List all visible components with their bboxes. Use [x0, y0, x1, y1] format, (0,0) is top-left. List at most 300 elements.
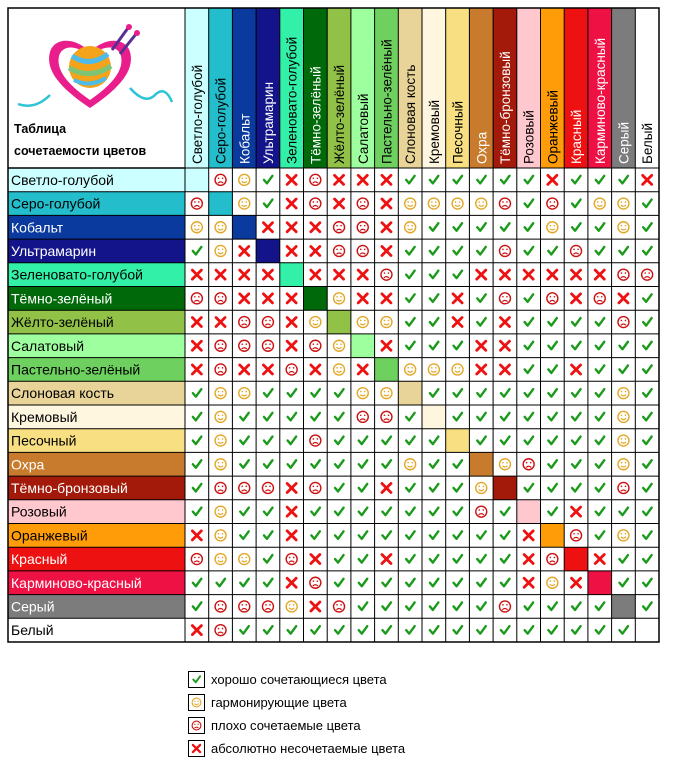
table-cell [375, 215, 399, 239]
table-cell [351, 500, 375, 524]
table-cell [375, 192, 399, 216]
table-cell [446, 239, 470, 263]
table-cell [256, 429, 280, 453]
table-cell [446, 358, 470, 382]
table-cell [280, 500, 304, 524]
table-cell [564, 405, 588, 429]
column-header-label: Розовый [521, 110, 537, 164]
table-cell [351, 239, 375, 263]
table-cell [209, 452, 233, 476]
table-cell [564, 452, 588, 476]
table-cell [232, 358, 256, 382]
row-header-label: Серо-голубой [11, 195, 101, 212]
table-cell [185, 215, 209, 239]
table-cell [612, 334, 636, 358]
table-cell [541, 215, 565, 239]
table-cell [517, 429, 541, 453]
row-header-label: Зеленовато-голубой [11, 266, 143, 283]
row-header-label: Слоновая кость [11, 385, 115, 402]
row-header-label: Серый [11, 598, 55, 615]
column-header-label: Охра [474, 131, 490, 164]
table-cell [517, 618, 541, 642]
table-cell [635, 287, 659, 311]
table-cell [446, 287, 470, 311]
table-cell [588, 476, 612, 500]
table-cell [327, 381, 351, 405]
cross-icon [193, 745, 200, 752]
table-cell [469, 500, 493, 524]
table-cell [351, 571, 375, 595]
table-cell [446, 192, 470, 216]
table-cell [398, 405, 422, 429]
table-cell [351, 168, 375, 192]
table-cell [185, 381, 209, 405]
table-cell [232, 524, 256, 548]
table-cell [209, 215, 233, 239]
row-header-label: Красный [11, 551, 68, 568]
table-cell [327, 547, 351, 571]
table-cell [517, 168, 541, 192]
table-cell [469, 239, 493, 263]
table-cell [185, 595, 209, 619]
table-cell [635, 239, 659, 263]
table-cell [327, 500, 351, 524]
table-cell [375, 287, 399, 311]
table-cell [351, 547, 375, 571]
table-cell [185, 192, 209, 216]
table-cell [375, 618, 399, 642]
table-cell [612, 168, 636, 192]
table-cell [280, 310, 304, 334]
table-cell [635, 524, 659, 548]
table-cell [612, 452, 636, 476]
table-cell [280, 381, 304, 405]
table-cell [493, 405, 517, 429]
table-cell [469, 429, 493, 453]
table-cell [375, 595, 399, 619]
table-cell [493, 215, 517, 239]
table-cell [209, 500, 233, 524]
table-cell [304, 595, 328, 619]
table-cell [564, 524, 588, 548]
table-cell [612, 405, 636, 429]
table-cell [375, 263, 399, 287]
table-cell [564, 215, 588, 239]
table-cell [635, 476, 659, 500]
table-cell [493, 618, 517, 642]
table-cell [612, 500, 636, 524]
table-cell [422, 571, 446, 595]
table-cell [185, 452, 209, 476]
column-header-label: Ультрамарин [260, 81, 276, 164]
table-cell [304, 429, 328, 453]
table-cell [256, 571, 280, 595]
table-cell [517, 547, 541, 571]
table-cell [398, 215, 422, 239]
legend-item-smile [188, 691, 488, 714]
table-cell [398, 358, 422, 382]
table-cell [612, 192, 636, 216]
table-cell [280, 618, 304, 642]
column-header-label: Салатовый [355, 93, 371, 164]
diagonal-cell [209, 192, 233, 216]
table-cell [256, 334, 280, 358]
table-cell [469, 571, 493, 595]
table-cell [422, 358, 446, 382]
table-cell [541, 547, 565, 571]
table-cell [422, 452, 446, 476]
table-cell [612, 215, 636, 239]
table-cell [327, 405, 351, 429]
table-cell [185, 500, 209, 524]
table-cell [612, 239, 636, 263]
table-cell [493, 239, 517, 263]
column-header-label: Кобальт [237, 113, 253, 164]
table-cell [280, 215, 304, 239]
table-cell [493, 358, 517, 382]
table-cell [280, 168, 304, 192]
table-cell [422, 239, 446, 263]
table-cell [446, 263, 470, 287]
table-cell [185, 547, 209, 571]
diagonal-cell [541, 524, 565, 548]
table-cell [635, 429, 659, 453]
table-cell [588, 429, 612, 453]
table-cell [232, 192, 256, 216]
column-header-label: Тёмно-бронзовый [497, 51, 513, 164]
table-cell [446, 524, 470, 548]
table-cell [398, 334, 422, 358]
row-header-label: Белый [11, 622, 54, 639]
column-header-label: Красный [569, 109, 585, 164]
table-cell [588, 334, 612, 358]
diagonal-cell [517, 500, 541, 524]
table-cell [635, 168, 659, 192]
table-cell [398, 618, 422, 642]
table-cell [564, 168, 588, 192]
row-header-label: Тёмно-бронзовый [11, 479, 128, 496]
column-header-label: Зеленовато-голубой [284, 36, 300, 164]
table-cell [327, 287, 351, 311]
table-cell [185, 405, 209, 429]
table-cell [351, 618, 375, 642]
table-cell [351, 263, 375, 287]
table-cell [232, 310, 256, 334]
table-cell [232, 595, 256, 619]
legend-label: гармонирующие цвета [211, 695, 347, 710]
table-cell [256, 263, 280, 287]
table-cell [493, 429, 517, 453]
table-cell [232, 334, 256, 358]
table-cell [185, 358, 209, 382]
table-cell [209, 287, 233, 311]
table-cell [446, 595, 470, 619]
table-cell [209, 381, 233, 405]
table-cell [280, 476, 304, 500]
row-header-label: Оранжевый [11, 527, 88, 544]
table-cell [304, 334, 328, 358]
table-cell [327, 429, 351, 453]
table-cell [517, 334, 541, 358]
table-cell [232, 500, 256, 524]
table-cell [541, 310, 565, 334]
table-cell [635, 500, 659, 524]
legend-label: плохо сочетаемые цвета [211, 718, 361, 733]
table-cell [517, 595, 541, 619]
table-cell [446, 168, 470, 192]
table-cell [304, 381, 328, 405]
table-cell [256, 405, 280, 429]
table-cell [541, 429, 565, 453]
row-header-label: Пастельно-зелёный [11, 361, 141, 378]
table-cell [351, 476, 375, 500]
table-cell [327, 168, 351, 192]
table-cell [588, 595, 612, 619]
table-cell [493, 263, 517, 287]
table-cell [375, 500, 399, 524]
legend [188, 668, 488, 760]
table-cell [280, 192, 304, 216]
table-cell [469, 215, 493, 239]
table-cell [232, 287, 256, 311]
table-cell [327, 334, 351, 358]
row-header-label: Жёлто-зелёный [11, 314, 114, 331]
table-cell [564, 571, 588, 595]
diagonal-cell [185, 168, 209, 192]
table-cell [351, 429, 375, 453]
row-header-label: Салатовый [11, 337, 85, 354]
table-cell [256, 287, 280, 311]
table-cell [398, 571, 422, 595]
table-cell [232, 452, 256, 476]
table-cell [469, 263, 493, 287]
table-cell [398, 500, 422, 524]
diagonal-cell [256, 239, 280, 263]
page-title: сочетаемости цветов [14, 144, 147, 158]
table-cell [304, 239, 328, 263]
table-cell [398, 476, 422, 500]
table-cell [375, 524, 399, 548]
table-cell [612, 547, 636, 571]
table-cell [517, 263, 541, 287]
yarn-heart-logo [18, 24, 172, 108]
table-cell [327, 263, 351, 287]
table-cell [564, 618, 588, 642]
table-cell [232, 239, 256, 263]
table-cell [564, 239, 588, 263]
table-cell [493, 547, 517, 571]
table-cell [351, 452, 375, 476]
table-cell [635, 263, 659, 287]
table-cell [375, 405, 399, 429]
frown-icon [192, 721, 201, 730]
table-cell [327, 452, 351, 476]
table-cell [517, 239, 541, 263]
table-cell [398, 192, 422, 216]
table-cell [185, 571, 209, 595]
diagonal-cell [280, 263, 304, 287]
row-header-label: Светло-голубой [11, 171, 114, 188]
table-cell [327, 476, 351, 500]
table-cell [588, 192, 612, 216]
table-cell [375, 571, 399, 595]
table-cell [398, 287, 422, 311]
table-cell [327, 595, 351, 619]
table-cell [398, 452, 422, 476]
table-cell [304, 192, 328, 216]
legend-item-cross [188, 737, 488, 760]
table-cell [588, 405, 612, 429]
table-cell [185, 310, 209, 334]
table-cell [304, 358, 328, 382]
table-cell [517, 358, 541, 382]
table-cell [398, 547, 422, 571]
table-cell [517, 215, 541, 239]
table-cell [469, 618, 493, 642]
table-cell [280, 524, 304, 548]
table-cell [517, 476, 541, 500]
table-cell [375, 547, 399, 571]
row-header-label: Ультрамарин [11, 242, 97, 259]
table-cell [612, 476, 636, 500]
diagonal-cell [422, 405, 446, 429]
row-header-label: Охра [11, 456, 45, 473]
table-cell [422, 524, 446, 548]
table-cell [541, 476, 565, 500]
table-cell [612, 571, 636, 595]
table-cell [327, 571, 351, 595]
table-cell [588, 239, 612, 263]
table-cell [564, 595, 588, 619]
table-cell [375, 168, 399, 192]
table-cell [256, 168, 280, 192]
cross-icon [188, 740, 205, 757]
table-cell [588, 381, 612, 405]
table-cell [588, 215, 612, 239]
table-cell [493, 571, 517, 595]
table-cell [185, 287, 209, 311]
check-icon [188, 671, 205, 688]
table-cell [469, 287, 493, 311]
table-cell [541, 500, 565, 524]
row-header-label: Песочный [11, 432, 77, 449]
table-cell [422, 168, 446, 192]
table-cell [209, 310, 233, 334]
table-cell [304, 500, 328, 524]
table-cell [446, 571, 470, 595]
table-cell [564, 358, 588, 382]
table-cell [209, 334, 233, 358]
table-cell [493, 287, 517, 311]
table-cell [564, 192, 588, 216]
table-cell [635, 405, 659, 429]
table-cell [398, 429, 422, 453]
table-cell [446, 405, 470, 429]
table-cell [185, 476, 209, 500]
table-cell [517, 381, 541, 405]
table-cell [469, 381, 493, 405]
table-cell [612, 429, 636, 453]
table-cell [541, 168, 565, 192]
diagonal-cell [612, 595, 636, 619]
table-cell [304, 310, 328, 334]
table-cell [469, 334, 493, 358]
table-cell [564, 429, 588, 453]
table-cell [256, 192, 280, 216]
table-cell [517, 452, 541, 476]
table-cell [422, 618, 446, 642]
table-cell [256, 381, 280, 405]
table-cell [351, 310, 375, 334]
legend-item-frown [188, 714, 488, 737]
table-cell [232, 571, 256, 595]
table-cell [469, 405, 493, 429]
diagonal-cell [304, 287, 328, 311]
table-cell [304, 618, 328, 642]
table-cell [351, 358, 375, 382]
table-cell [398, 168, 422, 192]
diagonal-cell [564, 547, 588, 571]
table-cell [588, 310, 612, 334]
table-cell [375, 452, 399, 476]
table-cell [588, 263, 612, 287]
legend-label: абсолютно несочетаемые цвета [211, 741, 406, 756]
table-cell [541, 263, 565, 287]
table-cell [422, 595, 446, 619]
table-cell [280, 405, 304, 429]
table-cell [209, 405, 233, 429]
table-cell [304, 452, 328, 476]
column-header-label: Серый [616, 121, 632, 164]
table-cell [185, 618, 209, 642]
table-cell [232, 429, 256, 453]
table-cell [469, 192, 493, 216]
table-cell [541, 571, 565, 595]
smile-icon [192, 698, 201, 707]
table-cell [541, 595, 565, 619]
table-cell [635, 310, 659, 334]
table-cell [304, 215, 328, 239]
diagonal-cell [493, 476, 517, 500]
table-cell [304, 547, 328, 571]
table-cell [469, 476, 493, 500]
column-header-label: Песочный [450, 100, 466, 164]
table-cell [351, 381, 375, 405]
table-cell [588, 500, 612, 524]
table-cell [469, 168, 493, 192]
table-cell [612, 524, 636, 548]
table-cell [209, 358, 233, 382]
table-cell [209, 618, 233, 642]
page-title: Таблица [14, 122, 67, 136]
table-cell [256, 215, 280, 239]
table-cell [517, 192, 541, 216]
table-cell [635, 452, 659, 476]
table-cell [635, 334, 659, 358]
table-cell [446, 452, 470, 476]
table-cell [446, 476, 470, 500]
diagonal-cell [446, 429, 470, 453]
table-cell [398, 310, 422, 334]
frown-icon [188, 717, 205, 734]
table-cell [469, 595, 493, 619]
table-cell [351, 405, 375, 429]
diagonal-cell [232, 215, 256, 239]
table-cell [635, 595, 659, 619]
table-cell [564, 263, 588, 287]
table-cell [541, 381, 565, 405]
table-cell [635, 547, 659, 571]
